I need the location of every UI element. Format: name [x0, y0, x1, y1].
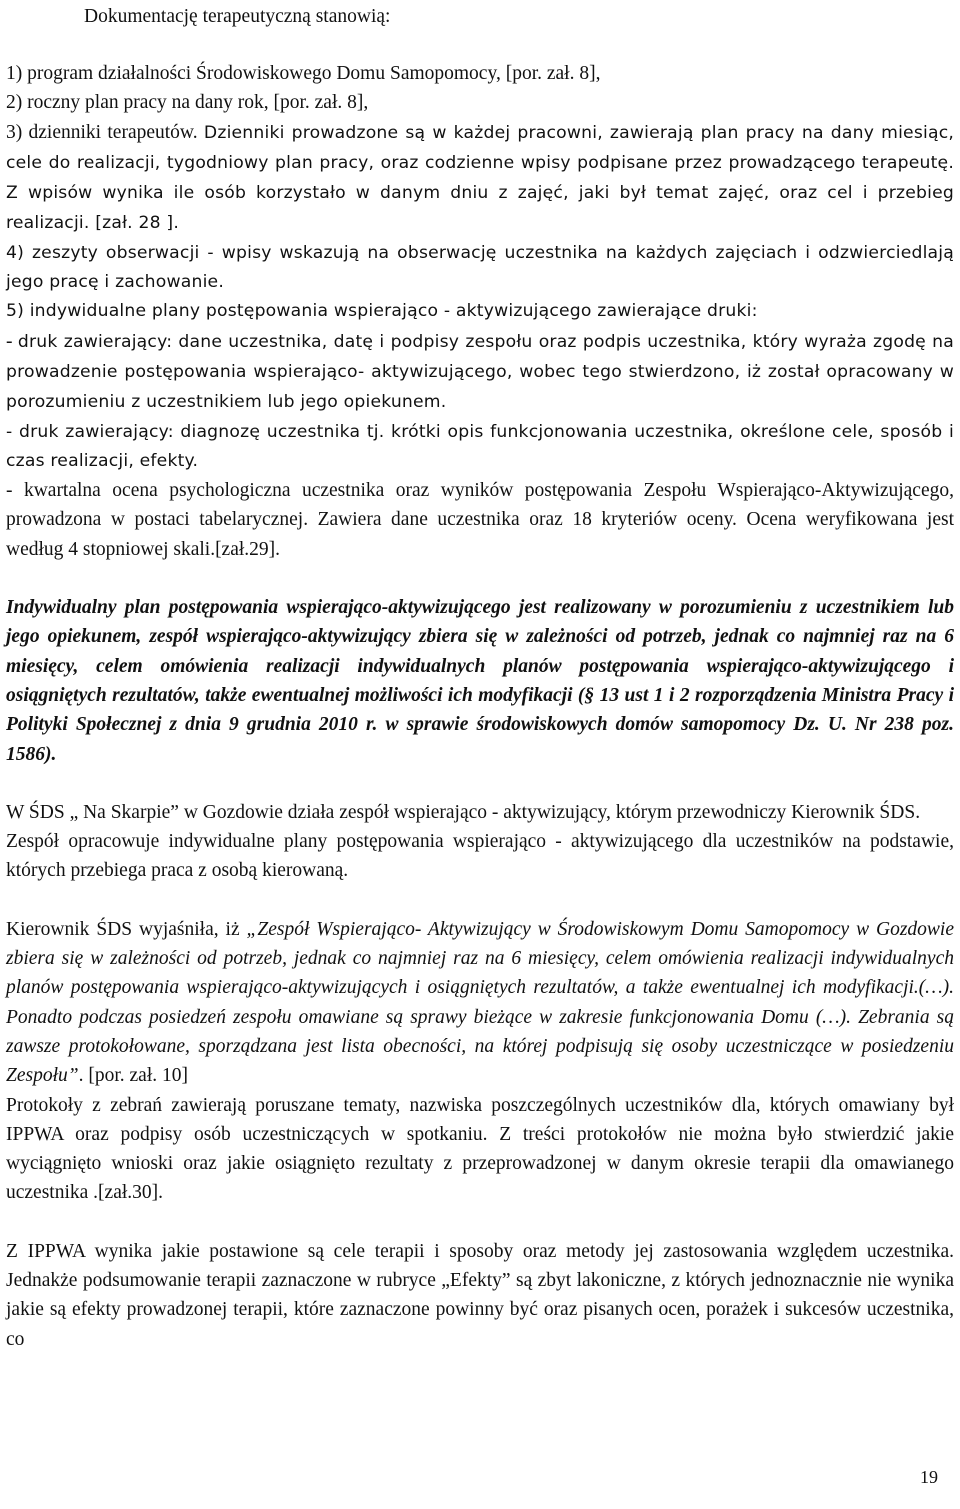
- doc-item-1-text: druk zawierający: dane uczestnika, datę i podpisy zespołu oraz podpis uczestnika, który wyraża zgodę na prowadzenie postępowania wspierająco- aktywizującego, wobec tego stwierdzono, iż został opracowany w porozumieniu z uczestnikiem lub jego opiekunem.: [6, 331, 954, 413]
- team-paragraph-1: W ŚDS „ Na Skarpie” w Gozdowie działa zespół wspierająco - aktywizujący, którym przewodniczy Kierownik ŚDS.: [6, 801, 921, 823]
- quote-paragraph: [6, 915, 954, 1091]
- quote-text: „Zespół Wspierająco- Aktywizujący w Środowiskowym Domu Samopomocy w Gozdowie zbiera się w zależności od potrzeb, jednak co najmniej raz na 6 miesięcy, celem omówienia realizacji indywidualnych planów postępowania wspierająco-aktywizujących i osiągniętych rezultatów, a także ewentualnej ich modyfikacji.(…). Ponadto podczas posiedzeń zespołu omawiane są sprawy bieżące w zakresie funkcjonowania Domu (…). Zebrania są zawsze protokołowane, sporządzana jest lista obecności, na której podpisują się osoby uczestniczące w posiedzeniu Zespołu”: [6, 918, 954, 1087]
- list-item-4: 4) zeszyty obserwacji - wpisy wskazują na obserwację uczestnika na każdych zajęciach i odzwierciedlają jego pracę i zachowanie.: [6, 242, 954, 293]
- team-paragraph-2: Zespół opracowuje indywidualne plany postępowania wspierająco - aktywizującego dla uczestników na podstawie, których przebiega praca z osobą kierowaną.: [6, 831, 954, 882]
- quote-intro: Kierownik ŚDS wyjaśniła, iż: [6, 918, 247, 940]
- page-number: 19: [920, 1467, 938, 1487]
- list-item-3: [6, 118, 954, 239]
- list-item-3-lead: 3) dzienniki terapeutów.: [6, 121, 204, 143]
- list-item-2: 2) roczny plan pracy na dany rok, [por. zał. 8],: [6, 92, 369, 114]
- doc-item-2: - druk zawierający: diagnozę uczestnika tj. krótki opis funkcjonowania uczestnika, określone cele, sposób i czas realizacji, efekty.: [6, 421, 954, 471]
- section-heading: Dokumentację terapeutyczną stanowią:: [84, 6, 391, 27]
- doc-item-1: [6, 327, 954, 418]
- list-item-3-detail: Dzienniki prowadzone są w każdej pracowni, zawierają plan pracy na dany miesiąc, cele do realizacji, tygodniowy plan pracy, oraz codzienne wpisy podpisane przez prowadzącego terapeutę. Z wpisów wynika ile osób korzystało w danym dniu z zajęć, jaki był temat zajęć, oraz cel i przebieg realizacji. [zał. 28 ].: [6, 122, 955, 234]
- document-body: [6, 59, 954, 1354]
- ippwa-paragraph: Z IPPWA wynika jakie postawione są cele terapii i sposoby oraz metody jej zastosowania względem uczestnika. Jednakże podsumowanie terapii zaznaczone w rubryce „Efekty” są zbyt lakoniczne, z których jednoznacznie nie wynika jakie są efekty prowadzonej terapii, które zaznaczone powinny być oraz pisanych ocen, porażek i sukcesów uczestnika, co: [6, 1240, 954, 1350]
- list-item-1: 1) program działalności Środowiskowego Domu Samopomocy, [por. zał. 8],: [6, 63, 601, 84]
- regulation-paragraph: Indywidualny plan postępowania wspierająco-aktywizującego jest realizowany w porozumieniu z uczestnikiem lub jego opiekunem, zespół wspierająco-aktywizujący zbiera się w zależności od potrzeb, jednak co najmniej raz na 6 miesięcy, celem omówienia realizacji indywidualnych planów postępowania wspierająco-aktywizującego i osiągniętych rezultatów, także ewentualnej możliwości ich modyfikacji (§ 13 ust 1 i 2 rozporządzenia Ministra Pracy i Polityki Społecznej z dnia 9 grudnia 2010 r. w sprawie środowiskowych domów samopomocy Dz. U. Nr 238 poz. 1586).: [6, 597, 954, 765]
- protocols-paragraph: Protokoły z zebrań zawierają poruszane tematy, nazwiska poszczególnych uczestników dla, których omawiany był IPPWA oraz podpisy osób uczestniczących w spotkaniu. Z treści protokołów nie można było stwierdzić jakie wyciągnięto wnioski oraz jakie osiągnięto rezultaty z przeprowadzonej w danym okresie terapii dla omawianego uczestnika .[zał.30].: [6, 1094, 954, 1204]
- quote-reference: . [por. zał. 10]: [78, 1065, 188, 1087]
- doc-item-3: - kwartalna ocena psychologiczna uczestnika oraz wyników postępowania Zespołu Wspierająco-Aktywizującego, prowadzona w postaci tabelarycznej. Zawiera dane uczestnika oraz 18 kryteriów oceny. Ocena weryfikowana jest według 4 stopniowej skali.[zał.29].: [6, 480, 954, 560]
- doc-item-1-dash: -: [6, 330, 18, 352]
- list-item-5: 5) indywidualne plany postępowania wspierająco - aktywizującego zawierające druki:: [6, 301, 758, 322]
